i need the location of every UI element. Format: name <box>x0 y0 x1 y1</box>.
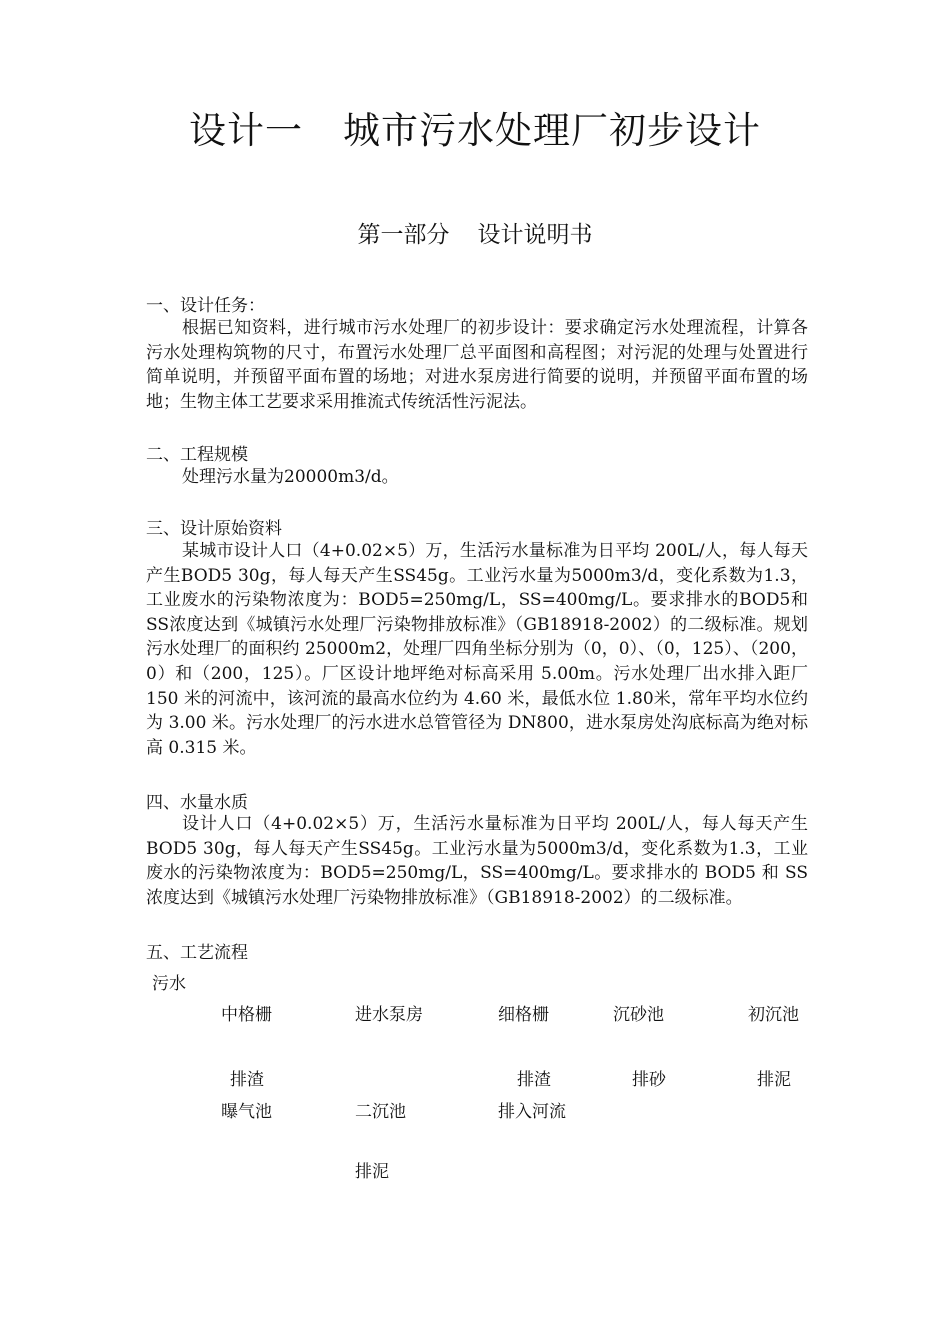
section-body-task: 根据已知资料，进行城市污水处理厂的初步设计：要求确定污水处理流程，计算各污水处理构筑物的尺寸，布置污水处理厂总平面图和高程图；对污泥的处理与处置进行简单说明，并预留平面布置的场地；对进水泵房进行简要的说明，并预留平面布置的场地；生物主体工艺要求采用推流式传统活性污泥法。 <box>146 318 808 412</box>
document-title <box>0 100 950 154</box>
title-part-1: 设计一 <box>189 109 303 152</box>
section-heading-process: 五、工艺流程 <box>146 943 248 963</box>
flow-step-coarse-screen: 中格栅 <box>221 1005 272 1025</box>
section-heading-data: 三、设计原始资料 <box>146 519 282 539</box>
flow-output-screenings-2: 排渣 <box>517 1070 551 1090</box>
flow-step-discharge-river: 排入河流 <box>498 1102 566 1122</box>
flow-step-aeration-tank: 曝气池 <box>221 1102 272 1122</box>
flow-output-grit: 排砂 <box>632 1070 666 1090</box>
document-subtitle <box>0 216 950 249</box>
section-heading-quality: 四、水量水质 <box>146 793 248 813</box>
subtitle-part-1: 第一部分 <box>357 222 450 248</box>
section-heading-scale: 二、工程规模 <box>146 445 248 465</box>
flow-output-sludge-primary: 排泥 <box>757 1070 791 1090</box>
flow-step-primary-clarifier: 初沉池 <box>748 1005 799 1025</box>
subtitle-part-2: 设计说明书 <box>477 222 593 248</box>
flow-step-grit-chamber: 沉砂池 <box>613 1005 664 1025</box>
section-body-quality: 设计人口（4+0.02×5）万，生活污水量标准为日平均 200L/人，每人每天产生BOD5 30g，每人每天产生SS45g。工业污水量为5000m3/d，变化系数为1.3，工业废水的污染物浓度为：BOD5=250mg/L，SS=400mg/L。要求排水的 BOD5 和 SS 浓度达到《城镇污水处理厂污染物排放标准》（GB18918-2002）的二级标准。 <box>146 814 808 908</box>
flow-output-sludge-secondary: 排泥 <box>355 1162 389 1182</box>
flow-step-pump-house: 进水泵房 <box>355 1005 423 1025</box>
flow-step-fine-screen: 细格栅 <box>498 1005 549 1025</box>
section-heading-task: 一、设计任务： <box>146 296 265 316</box>
title-part-2: 城市污水处理厂初步设计 <box>343 109 761 152</box>
flow-start-label: 污水 <box>152 974 186 994</box>
flow-step-secondary-clarifier: 二沉池 <box>355 1102 406 1122</box>
flow-output-screenings-1: 排渣 <box>230 1070 264 1090</box>
section-body-data: 某城市设计人口（4+0.02×5）万，生活污水量标准为日平均 200L/人，每人每天产生BOD5 30g，每人每天产生SS45g。工业污水量为5000m3/d，变化系数为1.3，工业废水的污染物浓度为：BOD5=250mg/L，SS=400mg/L。要求排水的BOD5和SS浓度达到《城镇污水处理厂污染物排放标准》（GB18918-2002）的二级标准。规划污水处理厂的面积约 25000m2，处理厂四角坐标分别为（0，0）、（0，125）、（200，0）和（200，125）。厂区设计地坪绝对标高采用 5.00m。污水处理厂出水排入距厂 150 米的河流中，该河流的最高水位约为 4.60 米，最低水位 1.80米，常年平均水位约为 3.00 米。污水处理厂的污水进水总管管径为 DN800，进水泵房处沟底标高为绝对标高 0.315 米。 <box>146 541 808 758</box>
section-body-scale: 处理污水量为20000m3/d。 <box>182 467 399 487</box>
